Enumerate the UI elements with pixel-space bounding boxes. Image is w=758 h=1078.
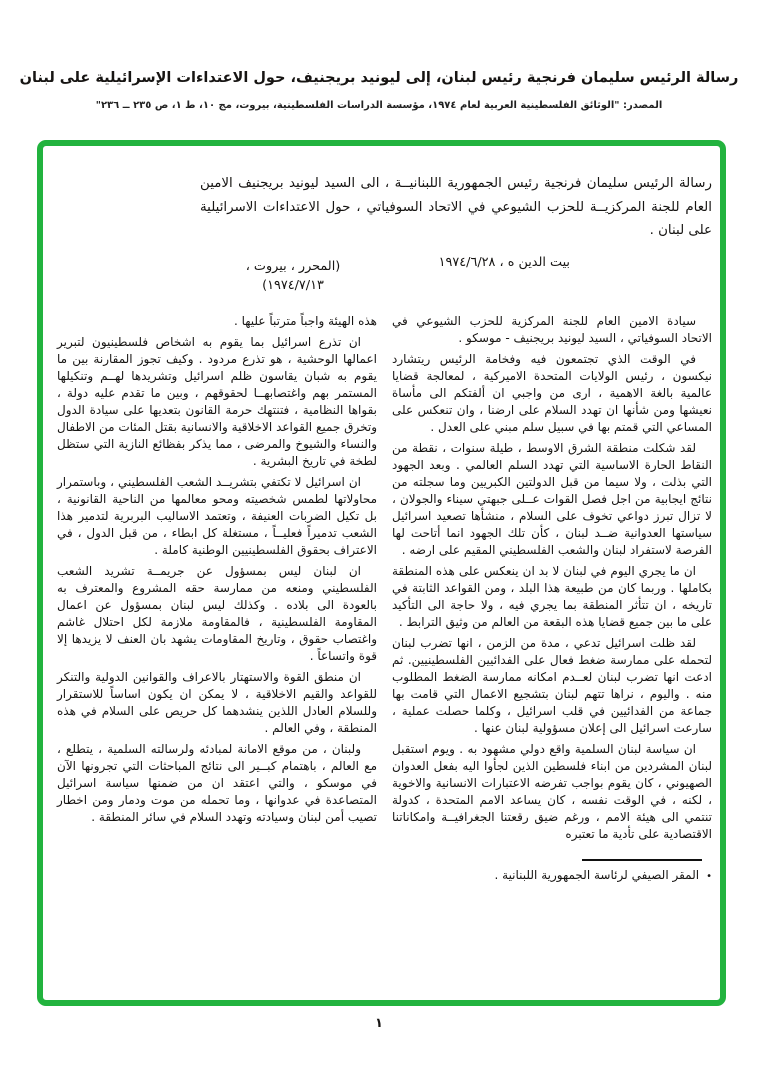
page-source: المصدر: "الوثائق الفلسطينية العربية لعام ١٩٧٤، مؤسسة الدراسات الفلسطينية، بيروت، مج ١٠، ط ١، ص ٢٣٥ ــ ٢٣٦" (95, 100, 663, 111)
dateline-row (57, 255, 712, 309)
paragraph: لقد شكلت منطقة الشرق الاوسط ، طيلة سنوات ، نقطة من النقاط الحارة الاساسية التي تهدد السلم العالمي . وبعد الجهود التي بذلت ، ولا سيما من قبل الدولتين الكبريين وما سجلته من نتائج ايجابية من اجل فصل القوات عــلى جبهتي سيناء والجولان ، لا تزال تبرز دواعي تخوف على السلام ، منشأها تصعيد اسرائيل سياستها العدوانية ضــد لبنان ، كأن تلك الجهود انما أتاحت لها الفرصة لاستفراد لبنان والشعب الفلسطيني المقيم على ارضه . (392, 440, 712, 557)
paragraph: ان اسرائيل لا تكتفي بتشريــد الشعب الفلسطيني ، وباستمرار محاولاتها لطمس شخصيته ومحو معالمها من الناحية القانونية ، بل تكيل الضربات العنيفة ، وتعتمد الاساليب البربرية لتدمير هذا الشعب تدميراً فعليــاً ، مستغلة كل ابطاء ، من قبل الدول ، في الاعتراف بحقوق الفلسطينيين الوطنية كاملة . (57, 474, 377, 557)
paragraph: في الوقت الذي تجتمعون فيه وفخامة الرئيس ريتشارد نيكسون ، رئيس الولايات المتحدة الاميركية ، لمعالجة قضايا عالمية بالغة الاهمية ، ارى من واجبي ان ألفتكم الى مأساة نعيشها ومن شأنها ان تهدد السلام على ارضنا ، وان تنعكس على المساعي التي قمتم بها في سبيل سلم مبني على العدل . (392, 351, 712, 434)
left-paragraphs (57, 313, 377, 826)
paragraph: ان تذرع اسرائيل بما يقوم به اشخاص فلسطينيون لتبرير اعمالها الوحشية ، هو تذرع مردود . وكيف تجوز المقارنة بين ما يقوم به شبان يقاسون ظلم اسرائيل وتشريدها لهــم وتنكيلها المستمر بهم واغتصابهــا لحقوقهم ، وبين ما تقدم عليه دولة ، بقواها النظامية ، فتنتهك حرمة القانون بتعديها على سيادة الدول وتخرق جميع القواعد الاخلاقية والانسانية بقتل المئات من الاطفال والنساء والشيوخ والمرضى ، مما يذكر بفظائع النازية التي ستظل لطخة في تاريخ البشرية . (57, 334, 377, 468)
document-frame (37, 140, 726, 1006)
right-paragraphs (392, 313, 712, 843)
column-left (57, 313, 377, 885)
footnote-text: المقر الصيفي لرئاسة الجمهورية اللبنانية . (494, 867, 700, 882)
column-right (392, 313, 712, 885)
footnote-marker: • (706, 870, 712, 882)
dateline-place: بيت الدين ه ، ١٩٧٤/٦/٢٨ (438, 254, 570, 270)
paragraph: ان منطق القوة والاستهتار بالاعراف والقوانين الدولية والتنكر للقواعد والقيم الاخلاقية ، لا يمكن ان يكون اساساً للاستقرار وللسلام العادل اللذين ينشدهما كل حريص على السلام في هذه المنطقة ، وفي العالم . (57, 669, 377, 735)
dateline-source-ref: (المحرر ، بيروت ، ١٩٧٤/٧/١٣) (245, 258, 341, 293)
two-column-body (57, 313, 712, 885)
paragraph: ولبنان ، من موقع الامانة لمبادئه ولرسالته السلمية ، يتطلع ، مع العالم ، باهتمام كبــير الى نتائج المباحثات التي تجرونها الآن في موسكو ، والتي اعتقد ان من ضمنها سياسة اسرائيل المتصاعدة في عدوانها ، وما تحمله من موت ودمار ومن اخطار تصيب أمن لبنان وسيادته وتهدد السلام في سائر المنطقة . (57, 741, 377, 824)
page-title: رسالة الرئيس سليمان فرنجية رئيس لبنان، إلى ليونيد بريجنيف، حول الاعتداءات الإسرائيلية على لبنان (19, 70, 739, 86)
page-number: ١ (375, 1016, 383, 1031)
paragraph: ان سياسة لبنان السلمية واقع دولي مشهود به . ويوم استقبل لبنان المشردين من ابناء فلسطين الذين لجأوا اليه بفعل العدوان الصهيوني ، كان يقوم بواجب تفرضه الاعتبارات الانسانية والاخوية ، لكنه ، في الوقت نفسه ، كان يساعد الامم المتحدة ، كدولة تنتمي الى هيئة الامم ، ورغم ضيق رقعتنا الجغرافيــة وامكاناتنا الاقتصادية على تأدية ما تعتبره (392, 741, 712, 841)
letter-heading: رسالة الرئيس سليمان فرنجية رئيس الجمهورية اللبنانيــة ، الى السيد ليونيد بريجنيف الامين العام للجنة المركزيــة للحزب الشيوعي في الاتحاد السوفياتي ، حول الاعتداءات الاسرائيلية على لبنان . (200, 176, 712, 238)
paragraph: هذه الهيئة واجباً مترتباً عليها . (233, 313, 377, 328)
footnote (392, 867, 712, 885)
document-body (43, 146, 720, 1000)
paragraph: لقد ظلت اسرائيل تدعي ، مدة من الزمن ، انها تضرب لبنان لتحمله على ممارسة ضغط فعال على الفدائيين الفلسطينيين. ثم ادعت انها تضرب لبنان لعــدم امكانه ممارسة الضغط المطلوب منه . واليوم ، نراها تتهم لبنان بتشجيع الاعمال التي قامت بها جماعة من الفدائيين في قلب اسرائيل ، وكلما حصلت عملية ، سارعت اسرائيل الى إعلان مسؤولية لبنان عنها . (392, 635, 712, 735)
paragraph: سيادة الامين العام للجنة المركزية للحزب الشيوعي في الاتحاد السوفياتي ، السيد ليونيد بريجنيف - موسكو . (392, 313, 712, 345)
paragraph: ان لبنان ليس بمسؤول عن جريمــة تشريد الشعب الفلسطيني ومنعه من ممارسة حقه المشروع والمعترف به بالعودة الى بلاده . وكذلك ليس لبنان بمسؤول عن اعمال المقاومة الفلسطينية ، فالمقاومة ملازمة لكل احتلال غاشم واغتصاب حقوق ، وتاريخ المقاومات يشهد بان العنف لا يزيدها إلا قوة واتساعاً . (57, 563, 377, 663)
paragraph: ان ما يجري اليوم في لبنان لا بد ان ينعكس على هذه المنطقة بكاملها . وربما كان من طبيعة هذا البلد ، ومن القواعد الثابتة في تاريخه ، ان تتأثر المنطقة بما يجري فيه ، ولا حاجة الى التأكيد على ما بين جميع قضايا هذه البقعة من العالم من وثيق الترابط . (392, 563, 712, 629)
footnote-divider (582, 859, 702, 861)
